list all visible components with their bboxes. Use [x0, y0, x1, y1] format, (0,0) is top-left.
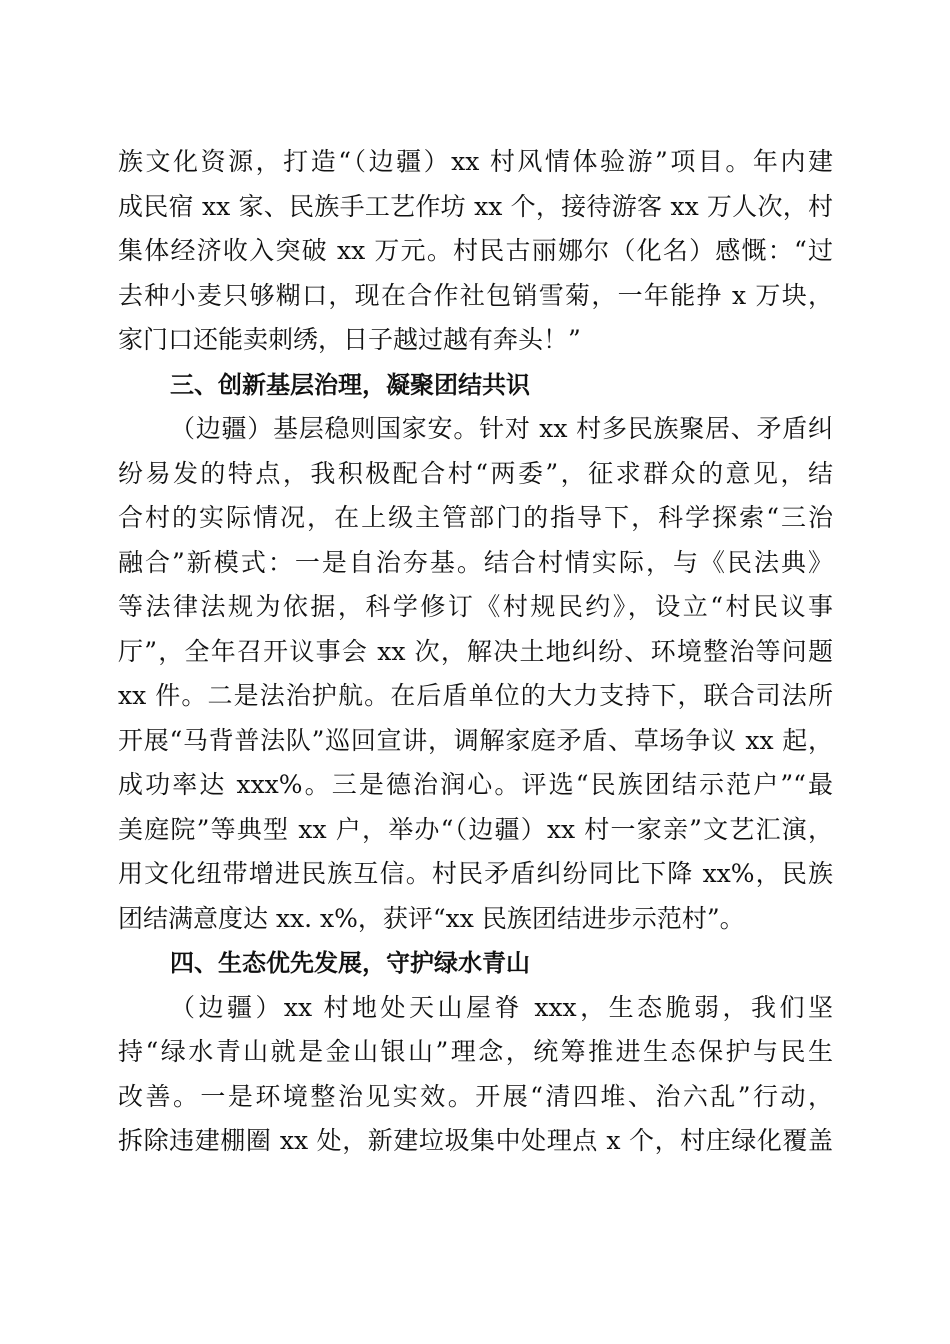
- text-line: 拆除违建棚圈 xx 处，新建垃圾集中处理点 x 个，村庄绿化覆盖: [118, 1126, 833, 1155]
- text-line: 家门口还能卖刺绣，日子越过越有奔头！”: [118, 325, 581, 354]
- text-line: 纷易发的特点，我积极配合村“两委”，征求群众的意见，结: [118, 458, 833, 488]
- text-line: 等法律法规为依据，科学修订《村规民约》，设立“村民议事: [118, 592, 833, 621]
- text-line: 厅”，全年召开议事会 xx 次，解决土地纠纷、环境整治等问题: [118, 636, 833, 666]
- document-body: [118, 140, 833, 1164]
- text-line: 改善。一是环境整治见实效。开展“清四堆、治六乱”行动，: [118, 1081, 833, 1111]
- text-line: （边疆）xx 村地处天山屋脊 xxx，生态脆弱，我们坚: [170, 992, 833, 1022]
- text-line: 美庭院”等典型 xx 户，举办“（边疆）xx 村一家亲”文艺汇演，: [118, 814, 833, 844]
- text-line: 开展“马背普法队”巡回宣讲，调解家庭矛盾、草场争议 xx 起，: [118, 725, 833, 755]
- paragraph-rural-tourism: [118, 140, 833, 363]
- paragraph-grassroots-governance: [118, 407, 833, 941]
- text-line: 持“绿水青山就是金山银山”理念，统筹推进生态保护与民生: [118, 1037, 833, 1066]
- text-line: 成民宿 xx 家、民族手工艺作坊 xx 个，接待游客 xx 万人次，村: [118, 191, 833, 221]
- text-line: 去种小麦只够糊口，现在合作社包销雪菊，一年能挣 x 万块，: [118, 280, 833, 310]
- section-heading-4: 四、生态优先发展，守护绿水青山: [170, 949, 530, 977]
- text-line: 族文化资源，打造“（边疆）xx 村风情体验游”项目。年内建: [118, 147, 833, 176]
- text-line: （边疆）基层稳则国家安。针对 xx 村多民族聚居、矛盾纠: [170, 414, 833, 443]
- paragraph-ecology: [118, 986, 833, 1164]
- text-line: 合村的实际情况，在上级主管部门的指导下，科学探索“三治: [118, 503, 833, 532]
- text-line: 集体经济收入突破 xx 万元。村民古丽娜尔（化名）感慨：“过: [118, 236, 833, 265]
- section-heading-3: 三、创新基层治理，凝聚团结共识: [170, 370, 530, 399]
- text-line: 用文化纽带增进民族互信。村民矛盾纠纷同比下降 xx%，民族: [118, 859, 833, 888]
- text-line: 成功率达 xxx%。三是德治润心。评选“民族团结示范户”“最: [118, 770, 833, 799]
- text-line: 团结满意度达 xx. x%，获评“xx 民族团结进步示范村”。: [118, 903, 745, 933]
- text-line: xx 件。二是法治护航。在后盾单位的大力支持下，联合司法所: [118, 681, 833, 710]
- text-line: 融合”新模式：一是自治夯基。结合村情实际，与《民法典》: [118, 547, 833, 577]
